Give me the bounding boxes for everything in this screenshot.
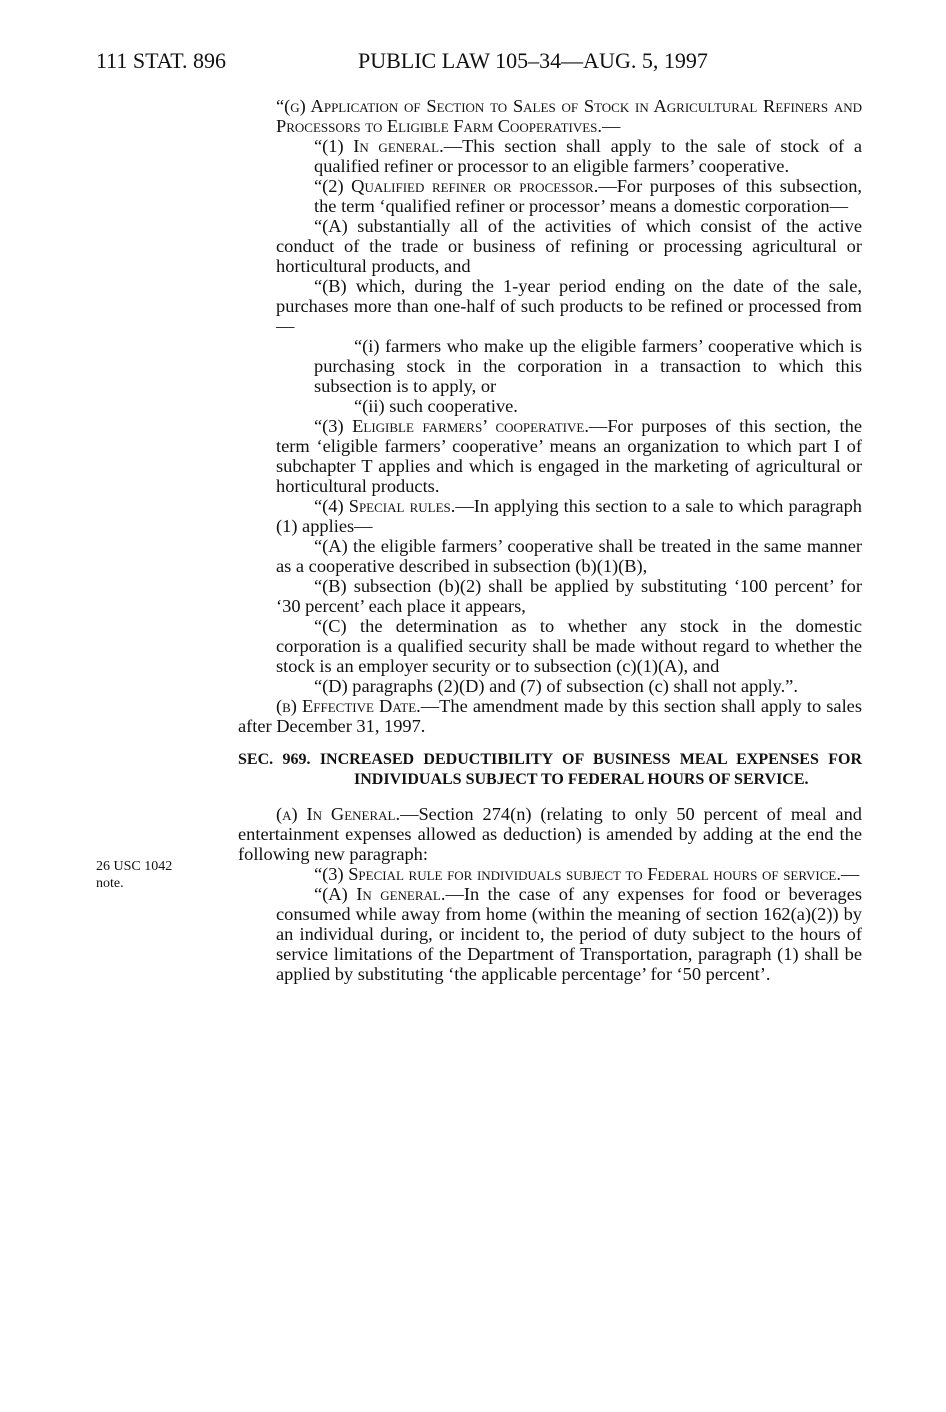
- subsection-b-heading: (b) Effective Date.: [276, 696, 421, 716]
- rule-3-heading: “(3) Special rule for individuals subject to Federal hours of service.—: [314, 864, 860, 884]
- paragraph-4-D: “(D) paragraphs (2)(D) and (7) of subsection (c) shall not apply.”.: [314, 676, 798, 696]
- subsection-g-heading: “(g) Application of Section to Sales of Stock in Agricultural Refiners and Processors to Eligible Farm Cooperatives.—: [276, 96, 862, 136]
- paragraph-2-text: —For purposes of this subsection, the term ‘qualified refiner or processor’ means a domestic corporation—: [314, 176, 862, 216]
- paragraph-4-B: “(B) subsection (b)(2) shall be applied by substituting ‘100 percent’ for ‘30 percent’ each place it appears,: [276, 576, 862, 616]
- margin-note: [96, 858, 172, 892]
- paragraph-2-B: “(B) which, during the 1-year period ending on the date of the sale, purchases more than one-half of such products to be refined or processed from—: [276, 276, 862, 336]
- paragraph-3-text: —For purposes of this section, the term ‘eligible farmers’ cooperative’ means an organization to which part I of subchapter T applies and which is engaged in the marketing of agricultural or horticultural products.: [276, 416, 862, 496]
- subsection-a-text: —Section 274(n) (relating to only 50 percent of meal and entertainment expenses allowed as deduction) is amended by adding at the end the following new paragraph:: [238, 804, 862, 864]
- paragraph-1-text: —This section shall apply to the sale of stock of a qualified refiner or processor to an eligible farmers’ cooperative.: [314, 136, 862, 176]
- margin-note-citation: 26 USC 1042: [96, 859, 173, 874]
- public-law-title: PUBLIC LAW 105–34—AUG. 5, 1997: [358, 48, 708, 73]
- paragraph-4-heading: “(4) Special rules.: [314, 496, 456, 516]
- paragraph-2-B-i: “(i) farmers who make up the eligible farmers’ cooperative which is purchasing stock in the corporation in a transaction to which this subsection is to apply, or: [314, 336, 862, 396]
- paragraph-2-heading: “(2) Qualified refiner or processor.: [314, 176, 599, 196]
- paragraph-1-heading: “(1) In general.: [314, 136, 444, 156]
- paragraph-4-A: “(A) the eligible farmers’ cooperative shall be treated in the same manner as a cooperative described in subsection (b)(1)(B),: [276, 536, 862, 576]
- paragraph-4-text: —In applying this section to a sale to which paragraph (1) applies—: [276, 496, 862, 536]
- subsection-b: [238, 696, 862, 736]
- paragraph-2-B-ii: “(ii) such cooperative.: [354, 396, 518, 416]
- margin-note-label: note.: [96, 876, 124, 891]
- subsection-a-heading: (a) In General.: [276, 804, 401, 824]
- running-header: [0, 48, 946, 78]
- paragraph-3-heading: “(3) Eligible farmers’ cooperative.: [314, 416, 589, 436]
- subsection-a: [238, 804, 862, 864]
- subsection-b-text: —The amendment made by this section shall apply to sales after December 31, 1997.: [238, 696, 862, 736]
- paragraph-2-A: “(A) substantially all of the activities of which consist of the active conduct of the trade or business of refining or processing agricultural or horticultural products, and: [276, 216, 862, 276]
- document-body: [238, 96, 862, 984]
- section-969-heading: SEC. 969. INCREASED DEDUCTIBILITY OF BUSINESS MEAL EXPENSES FOR INDIVIDUALS SUBJECT TO FEDERAL HOURS OF SERVICE.: [238, 751, 862, 788]
- paragraph-2: [238, 176, 862, 216]
- paragraph-3: [238, 416, 862, 496]
- rule-3-heading-wrap: [238, 864, 862, 884]
- rule-3-A: [238, 884, 862, 984]
- paragraph-1: [238, 136, 862, 176]
- rule-3-A-heading: “(A) In general.: [314, 884, 446, 904]
- paragraph-4-C: “(C) the determination as to whether any stock in the domestic corporation is a qualified security shall be made without regard to whether the stock is an employer security or to subsection (c)(1)(A), and: [276, 616, 862, 676]
- rule-3-A-text: —In the case of any expenses for food or beverages consumed while away from home (within the meaning of section 162(a)(2)) by an individual during, or incident to, the period of duty subject to the hours of service limitations of the Department of Transportation, paragraph (1) shall be applied by substituting ‘the applicable percentage’ for ‘50 percent’.: [276, 884, 863, 984]
- paragraph-4: [238, 496, 862, 536]
- statute-page-number: 111 STAT. 896: [96, 48, 227, 73]
